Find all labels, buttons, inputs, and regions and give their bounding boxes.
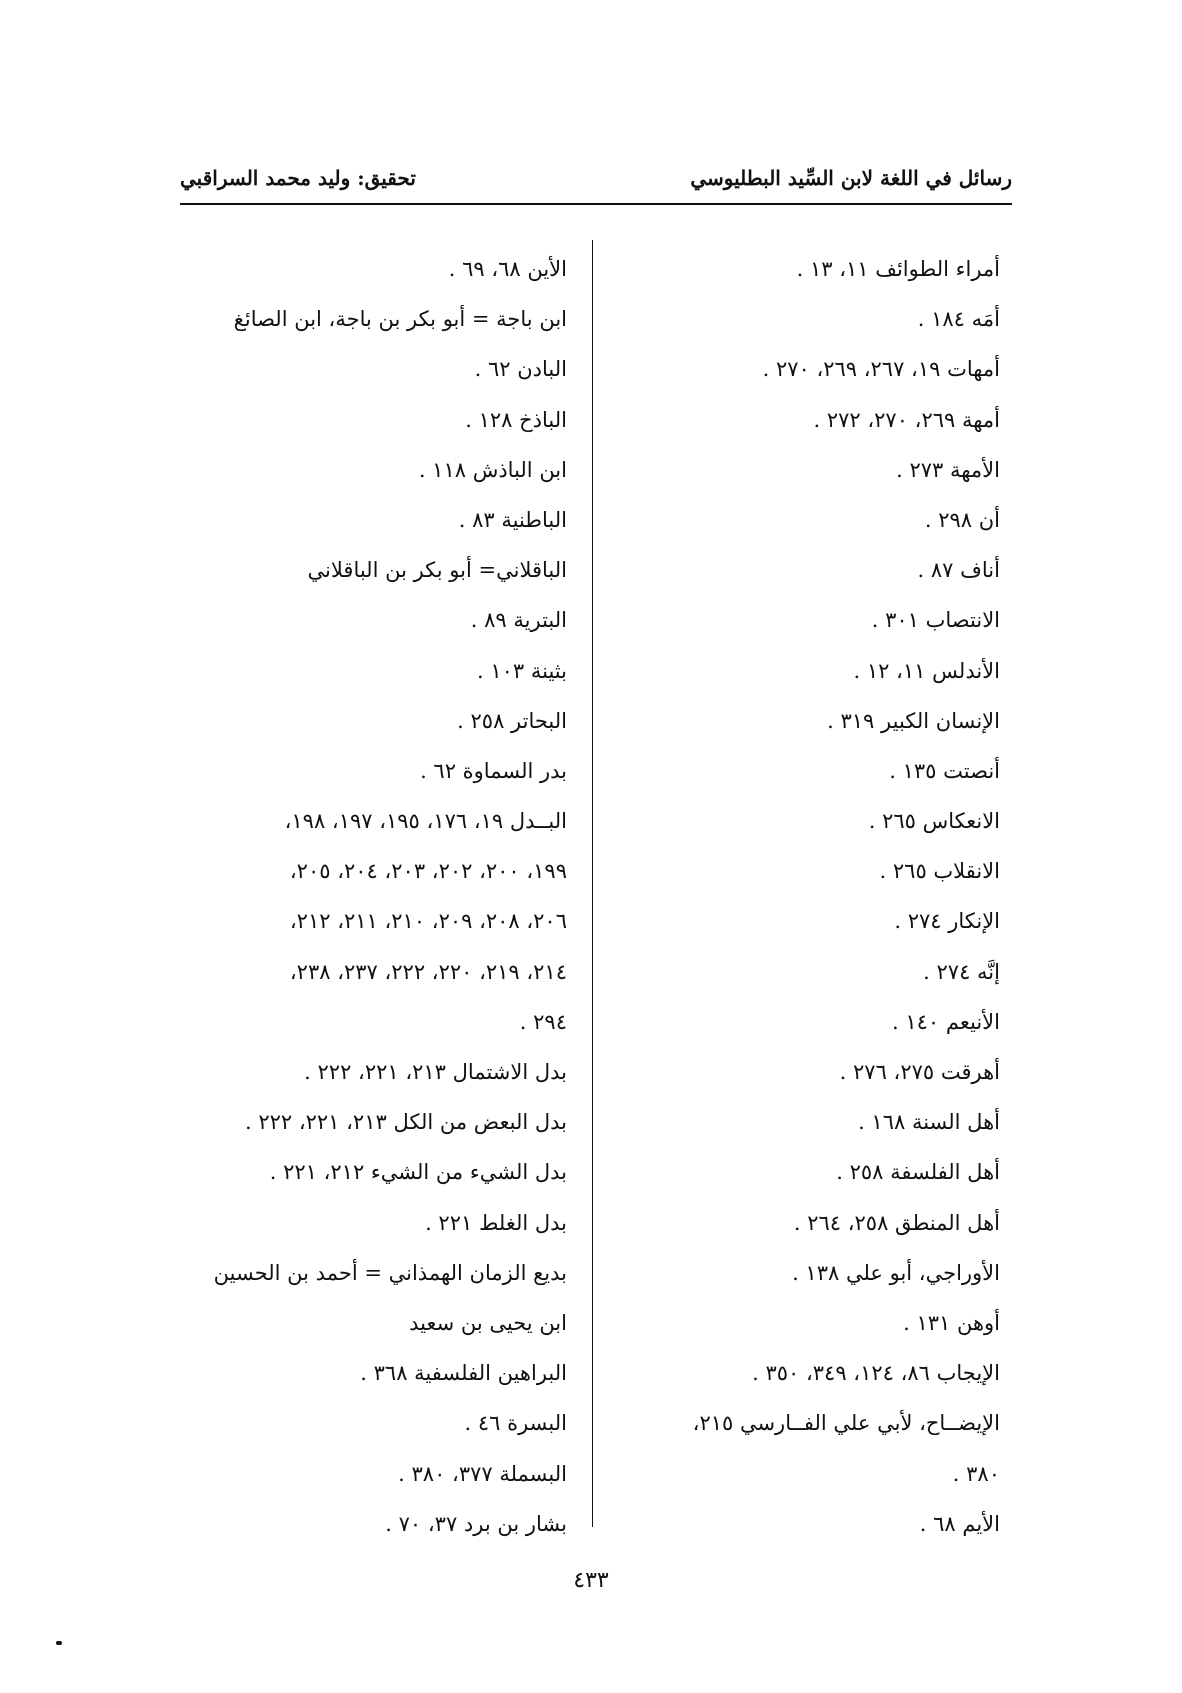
running-header [180, 158, 1012, 198]
index-entry: الأوراجي، أبو علي ١٣٨ . [792, 1260, 1000, 1285]
index-entry: بشار بن برد ٣٧، ٧٠ . [385, 1511, 567, 1536]
index-entry: ابن باجة = أبو بكر بن باجة، ابن الصائغ [233, 307, 567, 332]
index-entry: ٢٠٦، ٢٠٨، ٢٠٩، ٢١٠، ٢١١، ٢١٢، [289, 909, 567, 934]
index-entry: أناف ٨٧ . [917, 558, 1000, 583]
index-entry: البحاتر ٢٥٨ . [457, 708, 567, 733]
index-entry: البادن ٦٢ . [474, 357, 567, 382]
book-title: رسائل في اللغة لابن السِّيد البطليوسي [690, 166, 1012, 190]
index-entry: الإيضــاح، لأبي علي الفــارسي ٢١٥، [692, 1411, 1000, 1436]
index-entry: بثينة ١٠٣ . [477, 658, 567, 683]
index-entry: ٣٨٠ . [952, 1461, 1000, 1486]
index-entry: ٢١٤، ٢١٩، ٢٢٠، ٢٢٢، ٢٣٧، ٢٣٨، [289, 959, 567, 984]
index-entry: الإيجاب ٨٦، ١٢٤، ٣٤٩، ٣٥٠ . [752, 1361, 1000, 1386]
index-entry: أمراء الطوائف ١١، ١٣ . [796, 257, 1000, 281]
index-entry: بدل الغلط ٢٢١ . [425, 1210, 567, 1235]
index-entry: إنَّه ٢٧٤ . [923, 959, 1000, 984]
index-entry: الإنكار ٢٧٤ . [894, 909, 1000, 934]
index-entry: أن ٢٩٨ . [924, 507, 1000, 532]
index-entry: أمَه ١٨٤ . [917, 307, 1000, 332]
print-mark [56, 1641, 62, 1645]
index-entry: بدل البعض من الكل ٢١٣، ٢٢١، ٢٢٢ . [244, 1110, 567, 1135]
index-entry: بدل الشيء من الشيء ٢١٢، ٢٢١ . [269, 1160, 567, 1185]
index-entry: أمهة ٢٦٩، ٢٧٠، ٢٧٢ . [813, 407, 1000, 432]
index-entry: أوهن ١٣١ . [903, 1310, 1000, 1335]
index-entry: الأمهة ٢٧٣ . [896, 457, 1000, 482]
index-entry: الأيم ٦٨ . [919, 1511, 1000, 1536]
index-column-right [612, 244, 1000, 1549]
header-rule [180, 203, 1012, 205]
index-entry: الباذخ ١٢٨ . [465, 407, 567, 432]
index-entry: الأندلس ١١، ١٢ . [853, 658, 1000, 683]
index-entry: الباقلاني= أبو بكر بن الباقلاني [307, 558, 567, 583]
index-entry: الباطنية ٨٣ . [458, 507, 567, 532]
column-divider [592, 240, 593, 1527]
index-entry: الانتصاب ٣٠١ . [871, 608, 1000, 633]
index-entry: البراهين الفلسفية ٣٦٨ . [360, 1361, 567, 1386]
index-entry: الانعكاس ٢٦٥ . [868, 809, 1000, 834]
index-entry: ٢٩٤ . [519, 1009, 567, 1034]
index-entry: بدر السماوة ٦٢ . [420, 758, 567, 783]
index-entry: البترية ٨٩ . [470, 608, 567, 633]
index-entry: البــدل ١٩، ١٧٦، ١٩٥، ١٩٧، ١٩٨، [284, 809, 567, 834]
index-entry: البسرة ٤٦ . [464, 1411, 567, 1436]
index-entry: الأين ٦٨، ٦٩ . [448, 257, 567, 281]
index-entry: البسملة ٣٧٧، ٣٨٠ . [398, 1461, 567, 1486]
editor-credit: تحقيق: وليد محمد السراقبي [180, 166, 416, 190]
index-entry: ابن يحيى بن سعيد [409, 1310, 567, 1335]
index-entry: الأنيعم ١٤٠ . [892, 1009, 1000, 1034]
index-entry: الإنسان الكبير ٣١٩ . [827, 708, 1000, 733]
index-entry: الانقلاب ٢٦٥ . [879, 859, 1000, 884]
page-number: ٤٣٣ [573, 1568, 609, 1593]
index-entry: ابن الباذش ١١٨ . [418, 457, 567, 482]
index-entry: ١٩٩، ٢٠٠، ٢٠٢، ٢٠٣، ٢٠٤، ٢٠٥، [289, 859, 567, 884]
index-entry: أنصتت ١٣٥ . [889, 758, 1000, 783]
index-entry: أمهات ١٩، ٢٦٧، ٢٦٩، ٢٧٠ . [762, 357, 1000, 382]
index-entry: أهل الفلسفة ٢٥٨ . [836, 1160, 1000, 1185]
index-entry: أهرقت ٢٧٥، ٢٧٦ . [839, 1060, 1000, 1084]
index-entry: أهل المنطق ٢٥٨، ٢٦٤ . [793, 1210, 1000, 1235]
index-entry: بديع الزمان الهمذاني = أحمد بن الحسين [213, 1260, 567, 1285]
index-entry: أهل السنة ١٦٨ . [858, 1110, 1000, 1135]
index-entry: بدل الاشتمال ٢١٣، ٢٢١، ٢٢٢ . [304, 1060, 567, 1084]
index-column-left [167, 244, 567, 1549]
